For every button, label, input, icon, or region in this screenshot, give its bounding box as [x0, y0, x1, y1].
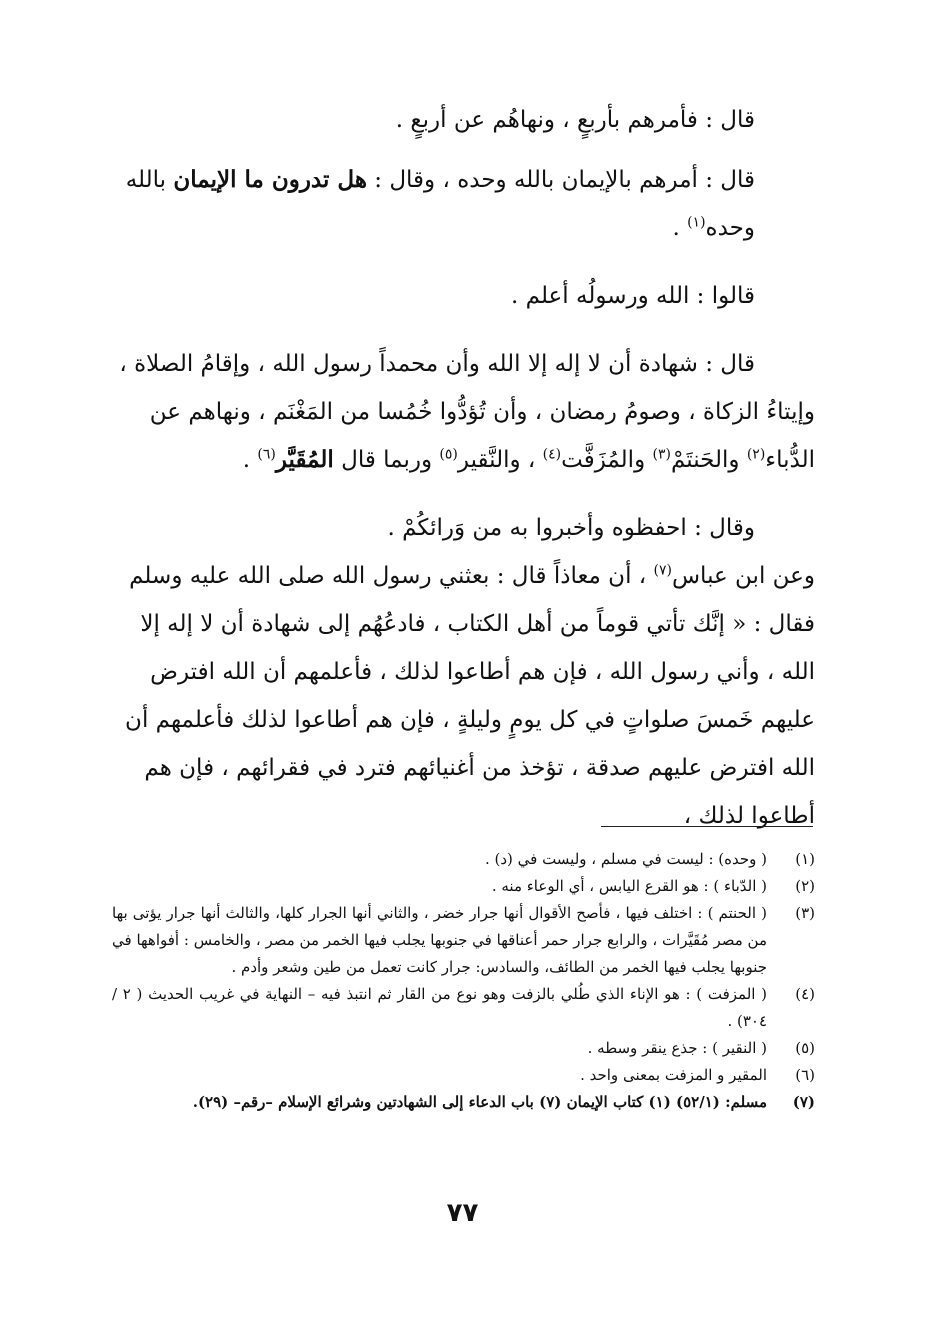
- page-number: ٧٧: [446, 1198, 479, 1228]
- footnote-ref-6: (٦): [257, 446, 276, 463]
- footnote-3: [112, 900, 815, 981]
- footnote-separator: [601, 826, 813, 827]
- footnote-number: (٦): [795, 1066, 815, 1084]
- footnote-ref-5: (٥): [439, 446, 458, 463]
- footnote-1: [112, 846, 815, 873]
- paragraph-4-period: .: [242, 447, 251, 473]
- paragraph-5: [110, 504, 815, 552]
- footnote-number: (٤): [795, 985, 815, 1003]
- paragraph-4-text: قال : شهادة أن لا إله إلا الله وأن محمداً رسول الله ، وإقامُ الصلاة ، وإيتاءُ الزكاة ، وصومُ رمضان ، وأن تُؤدُّوا خُمُسا من المَغْنَم ، ونهاهم عن الدُّباء: [119, 351, 815, 473]
- paragraph-4: [110, 340, 815, 484]
- paragraph-1: [110, 96, 815, 144]
- paragraph-3-text: قالوا : الله ورسولُه أعلم .: [511, 283, 755, 309]
- footnote-ref-1: (١): [687, 214, 706, 231]
- paragraph-4-hantam: والحَنتَمْ: [670, 447, 740, 473]
- paragraph-4-naqir: ، والنَّقير: [457, 447, 536, 473]
- footnote-text: ( المزفت ) : هو الإناء الذي طُلي بالزفت وهو نوع من القار ثم انتبذ فيه – النهاية في غريب الحديث ( ٢ / ٣٠٤) .: [112, 985, 767, 1030]
- footnote-ref-3: (٣): [652, 446, 671, 463]
- footnote-text: ( الدّباء ) : هو القرع اليابس ، أي الوعاء منه .: [491, 877, 767, 895]
- footnote-text: ( الحنتم ) : اختلف فيها ، فأصح الأقوال أنها جرار خضر ، والثاني أنها الجرار كلها، والثالث أنها جرار يؤتى بها من مصر مُقَيَّرات ، والرابع جرار حمر أعناقها في جنوبها يجلب فيها الخمر من مصر ، والخامس : أفواهها في جنوبها يجلب فيها الخمر من الطائف، والسادس: جرار كانت تعمل من طين وشعر وأدم .: [112, 904, 767, 976]
- paragraph-2-text-end: بالله وحده: [125, 167, 755, 241]
- footnote-ref-2: (٢): [746, 446, 766, 463]
- footnote-number: (٢): [795, 877, 815, 895]
- footnote-text: المقير و المزفت بمعنى واحد .: [580, 1066, 767, 1084]
- footnote-2: [112, 873, 815, 900]
- footnote-number: (٣): [795, 904, 815, 922]
- footnote-text: ( وحده) : ليست في مسلم ، وليست في (د) .: [484, 850, 767, 868]
- footnotes: [112, 846, 815, 1116]
- footnote-ref-7: (٧): [653, 562, 672, 579]
- paragraph-4-text-end: وربما قال: [341, 447, 433, 473]
- footnote-6: [112, 1062, 815, 1089]
- paragraph-3: [110, 272, 815, 320]
- paragraph-4-muzaffat: والمُزَفَّت: [561, 447, 646, 473]
- paragraph-2-period: .: [672, 215, 680, 241]
- paragraph-1-text: قال : فأمرهم بأربعٍ ، ونهاهُم عن أربعٍ .: [395, 107, 755, 133]
- paragraph-6: [110, 552, 815, 840]
- paragraph-4-muqayyar: المُقَيَّر: [275, 446, 334, 473]
- paragraph-2-bold-question: هل تدرون ما الإيمان: [173, 166, 367, 193]
- paragraph-6-text: وعن ابن عباس: [671, 563, 815, 589]
- main-text: [110, 96, 815, 840]
- footnote-4: [112, 981, 815, 1035]
- footnote-text: ( النقير ) : جذع ينقر وسطه .: [587, 1039, 767, 1057]
- footnote-5: [112, 1035, 815, 1062]
- footnote-number: (٥): [795, 1039, 815, 1057]
- footnote-7: [112, 1089, 815, 1116]
- paragraph-2: [110, 156, 815, 252]
- paragraph-5-text: وقال : احفظوه وأخبروا به من وَرائكُمْ .: [387, 515, 755, 541]
- paragraph-6-hadith: ، أن معاذاً قال : بعثني رسول الله صلى الله عليه وسلم فقال : « إنَّك تأتي قوماً من أهل الكتاب ، فادعُهُم إلى شهادة أن لا إله إلا الله ، وأني رسول الله ، فإن هم أطاعوا لذلك ، فأعلمهم أن الله افترض عليهم خَمسَ صلواتٍ في كل يومٍ وليلةٍ ، فإن هم أطاعوا لذلك فأعلمهم أن الله افترض عليهم صدقة ، تؤخذ من أغنيائهم فترد في فقرائهم ، فإن هم أطاعوا لذلك ،: [125, 563, 815, 829]
- footnote-text: مسلم: (٥٢/١) (١) كتاب الإيمان (٧) باب الدعاء إلى الشهادتين وشرائع الإسلام –رقم– (٢٩).: [192, 1093, 767, 1111]
- footnote-number: (٧): [792, 1093, 815, 1111]
- paragraph-2-text: قال : أمرهم بالإيمان بالله وحده ، وقال :: [374, 167, 755, 193]
- footnote-number: (١): [795, 850, 815, 868]
- footnote-ref-4: (٤): [542, 446, 562, 463]
